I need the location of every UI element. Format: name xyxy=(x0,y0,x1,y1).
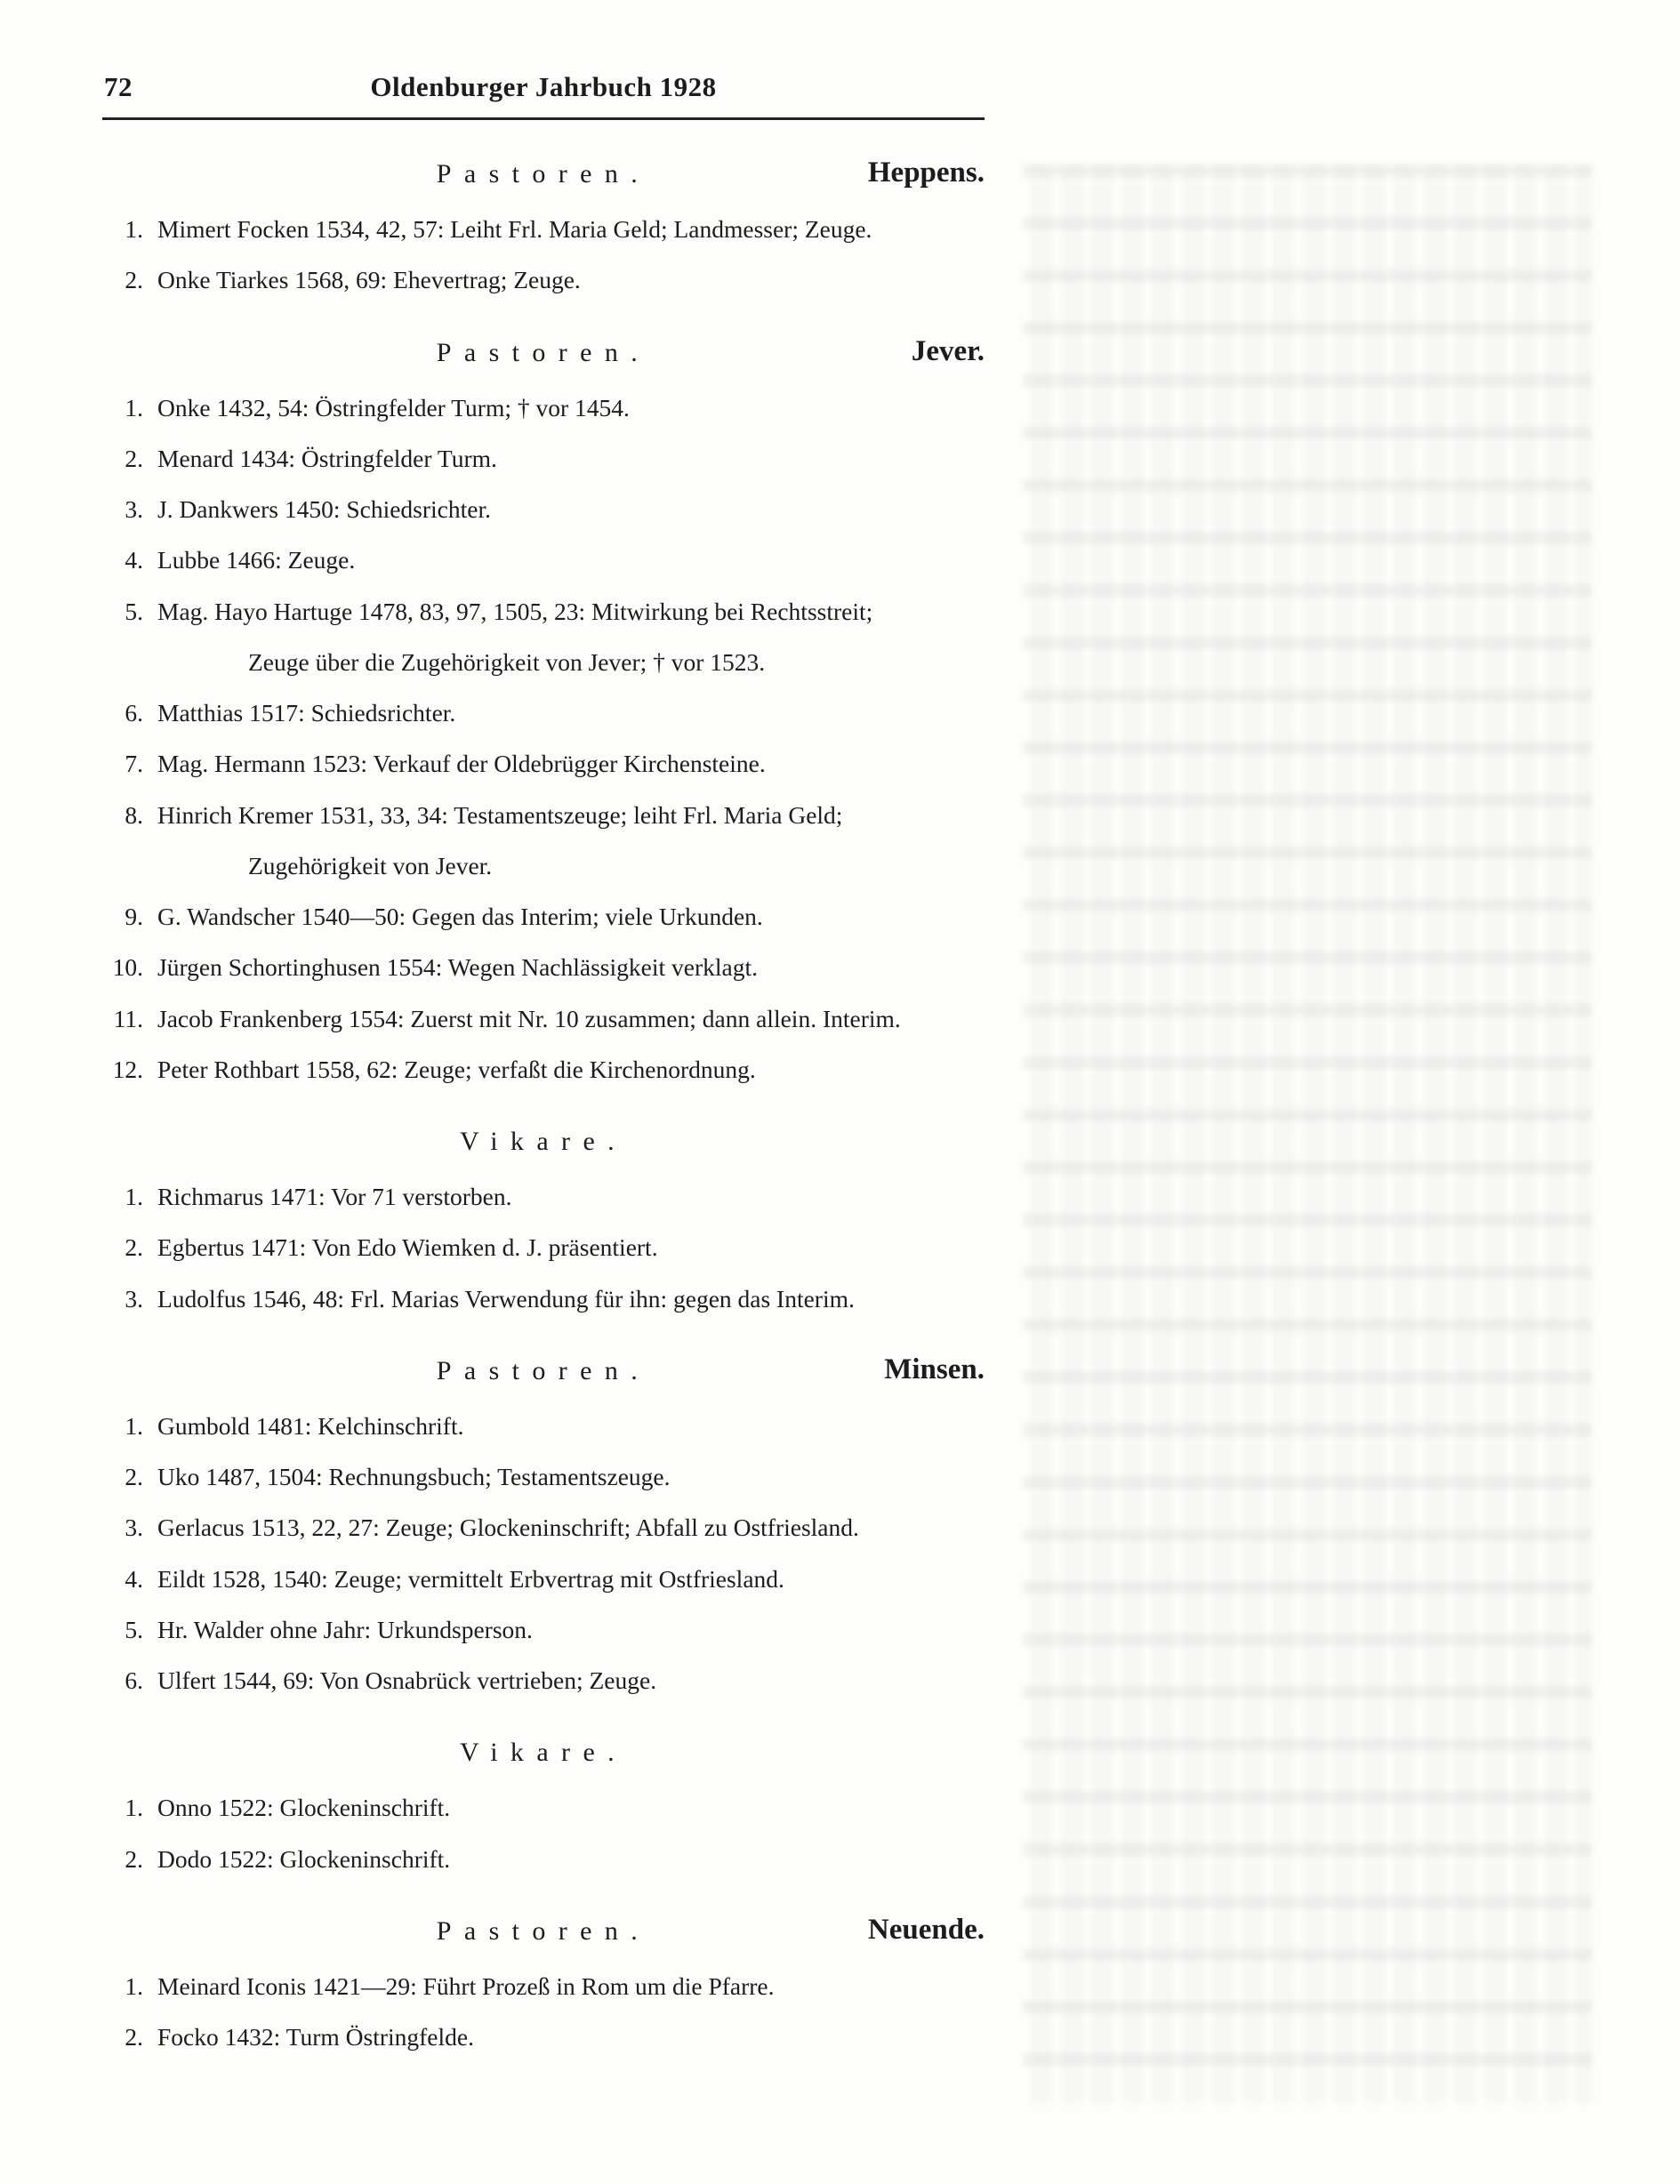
list-item xyxy=(102,1789,985,1826)
item-number: 1. xyxy=(125,1971,143,2000)
item-number: 1. xyxy=(125,215,143,243)
item-text: Jürgen Schortinghusen 1554: Wegen Nachlässigkeit verklagt. xyxy=(157,953,758,982)
item-text: Lubbe 1466: Zeuge. xyxy=(157,546,356,574)
list-item xyxy=(102,1408,985,1444)
item-text: Menard 1434: Östringfelder Turm. xyxy=(157,444,497,472)
section-heading-row xyxy=(102,1913,985,1947)
list-item-continuation xyxy=(102,644,985,680)
list-item xyxy=(102,261,985,298)
section-pastoren-neuende xyxy=(102,1913,985,2056)
list-item xyxy=(102,1841,985,1877)
place-label: Minsen. xyxy=(884,1353,985,1385)
list-item xyxy=(102,695,985,731)
item-text: Jacob Frankenberg 1554: Zuerst mit Nr. 10 zusammen; dann allein. Interim. xyxy=(157,1004,901,1032)
item-number: 1. xyxy=(125,393,143,422)
section-pastoren-heppens xyxy=(102,159,985,299)
item-text: Peter Rothbart 1558, 62: Zeuge; verfaßt die Kirchenordnung. xyxy=(157,1055,756,1083)
item-number: 10. xyxy=(112,953,143,982)
item-text: Eildt 1528, 1540: Zeuge; vermittelt Erbvertrag mit Ostfriesland. xyxy=(157,1564,784,1593)
item-text: Gumbold 1481: Kelchinschrift. xyxy=(157,1411,464,1440)
item-number: 2. xyxy=(125,1463,143,1490)
item-text: Onno 1522: Glockeninschrift. xyxy=(157,1794,451,1822)
list-item xyxy=(102,2019,985,2055)
item-text: Ulfert 1544, 69: Von Osnabrück vertrieben; Zeuge. xyxy=(157,1666,657,1694)
section-title: Pastoren. xyxy=(436,1355,651,1385)
list-item xyxy=(102,949,985,985)
item-text: Hinrich Kremer 1531, 33, 34: Testamentszeuge; leiht Frl. Maria Geld; xyxy=(157,800,843,829)
item-text: Ludolfus 1546, 48: Frl. Marias Verwendung für ihn: gegen das Interim. xyxy=(157,1284,855,1313)
section-title: Pastoren. xyxy=(436,1915,651,1946)
running-title: Oldenburger Jahrbuch 1928 xyxy=(370,71,717,102)
item-number: 5. xyxy=(125,1615,143,1643)
item-number: 12. xyxy=(112,1055,143,1083)
list-item xyxy=(102,1281,985,1317)
list-item xyxy=(102,491,985,527)
place-label: Neuende. xyxy=(867,1913,985,1946)
item-number: 2. xyxy=(125,266,143,294)
item-number: 7. xyxy=(125,750,143,778)
item-text: Mag. Hermann 1523: Verkauf der Oldebrügger Kirchensteine. xyxy=(157,750,766,778)
section-vikare-jever xyxy=(102,1127,985,1317)
list-item xyxy=(102,1000,985,1037)
item-number-spacer xyxy=(102,644,157,680)
item-number: 3. xyxy=(125,1284,143,1313)
item-number: 1. xyxy=(125,1183,143,1210)
list-item xyxy=(102,593,985,630)
list-item xyxy=(102,797,985,833)
page-bleed-through xyxy=(1023,165,1592,2103)
list-item xyxy=(102,1611,985,1648)
item-number: 8. xyxy=(125,800,143,829)
item-text: Mimert Focken 1534, 42, 57: Leiht Frl. Maria Geld; Landmesser; Zeuge. xyxy=(157,215,872,243)
list-item xyxy=(102,745,985,782)
item-number: 2. xyxy=(125,1233,143,1262)
section-pastoren-minsen xyxy=(102,1353,985,1699)
page-number: 72 xyxy=(104,71,133,102)
list-item xyxy=(102,389,985,426)
item-text: J. Dankwers 1450: Schiedsrichter. xyxy=(157,495,491,523)
section-heading-row xyxy=(102,1127,985,1157)
item-number: 1. xyxy=(125,1411,143,1440)
item-number: 3. xyxy=(125,1514,143,1542)
place-label: Heppens. xyxy=(867,157,985,189)
item-text: Uko 1487, 1504: Rechnungsbuch; Testamentszeuge. xyxy=(157,1463,671,1490)
section-heading-row xyxy=(102,334,985,368)
item-number: 6. xyxy=(125,699,143,727)
list-item xyxy=(102,1662,985,1698)
item-text: Matthias 1517: Schiedsrichter. xyxy=(157,699,456,727)
list-item xyxy=(102,211,985,247)
section-title: Vikare. xyxy=(459,1127,628,1156)
item-number: 2. xyxy=(125,2023,143,2051)
list-item xyxy=(102,440,985,477)
list-item xyxy=(102,898,985,935)
list-item xyxy=(102,1509,985,1546)
item-number: 3. xyxy=(125,495,143,523)
section-heading-row xyxy=(102,159,985,189)
item-text: Onke Tiarkes 1568, 69: Ehevertrag; Zeuge. xyxy=(157,266,581,294)
list-item-continuation xyxy=(102,847,985,884)
list-item xyxy=(102,1229,985,1265)
item-text: Egbertus 1471: Von Edo Wiemken d. J. präsentiert. xyxy=(157,1233,658,1262)
item-text-continuation: Zeuge über die Zugehörigkeit von Jever; † vor 1523. xyxy=(248,647,766,676)
list-item xyxy=(102,1968,985,2004)
section-title: Vikare. xyxy=(459,1738,628,1768)
item-number-spacer xyxy=(102,847,157,884)
item-number: 4. xyxy=(125,546,143,574)
item-text: Gerlacus 1513, 22, 27: Zeuge; Glockeninschrift; Abfall zu Ostfriesland. xyxy=(157,1514,859,1542)
item-number: 6. xyxy=(125,1666,143,1694)
item-text: G. Wandscher 1540—50: Gegen das Interim; viele Urkunden. xyxy=(157,903,763,930)
section-pastoren-jever xyxy=(102,334,985,1088)
item-text: Focko 1432: Turm Östringfelde. xyxy=(157,2023,474,2051)
list-item xyxy=(102,1561,985,1597)
section-title: Pastoren. xyxy=(436,159,651,189)
page-content xyxy=(102,71,985,2069)
item-text: Dodo 1522: Glockeninschrift. xyxy=(157,1844,451,1873)
item-text: Meinard Iconis 1421—29: Führt Prozeß in Rom um die Pfarre. xyxy=(157,1971,775,2000)
item-number: 1. xyxy=(125,1794,143,1822)
section-heading-row xyxy=(102,1738,985,1768)
item-number: 2. xyxy=(125,1844,143,1873)
item-text: Mag. Hayo Hartuge 1478, 83, 97, 1505, 23: Mitwirkung bei Rechtsstreit; xyxy=(157,597,873,625)
item-text: Hr. Walder ohne Jahr: Urkundsperson. xyxy=(157,1615,533,1643)
section-heading-row xyxy=(102,1353,985,1386)
item-number: 4. xyxy=(125,1564,143,1593)
item-number: 5. xyxy=(125,597,143,625)
list-item xyxy=(102,542,985,578)
place-label: Jever. xyxy=(911,334,985,367)
list-item xyxy=(102,1178,985,1215)
list-item xyxy=(102,1051,985,1088)
item-number: 11. xyxy=(113,1004,143,1032)
item-text: Onke 1432, 54: Östringfelder Turm; † vor 1454. xyxy=(157,393,630,422)
list-item xyxy=(102,1458,985,1495)
item-number: 9. xyxy=(125,903,143,930)
section-title: Pastoren. xyxy=(436,337,651,367)
item-text: Richmarus 1471: Vor 71 verstorben. xyxy=(157,1183,512,1210)
item-number: 2. xyxy=(125,444,143,472)
section-vikare-minsen xyxy=(102,1738,985,1877)
running-header xyxy=(102,71,985,120)
item-text-continuation: Zugehörigkeit von Jever. xyxy=(248,851,493,879)
